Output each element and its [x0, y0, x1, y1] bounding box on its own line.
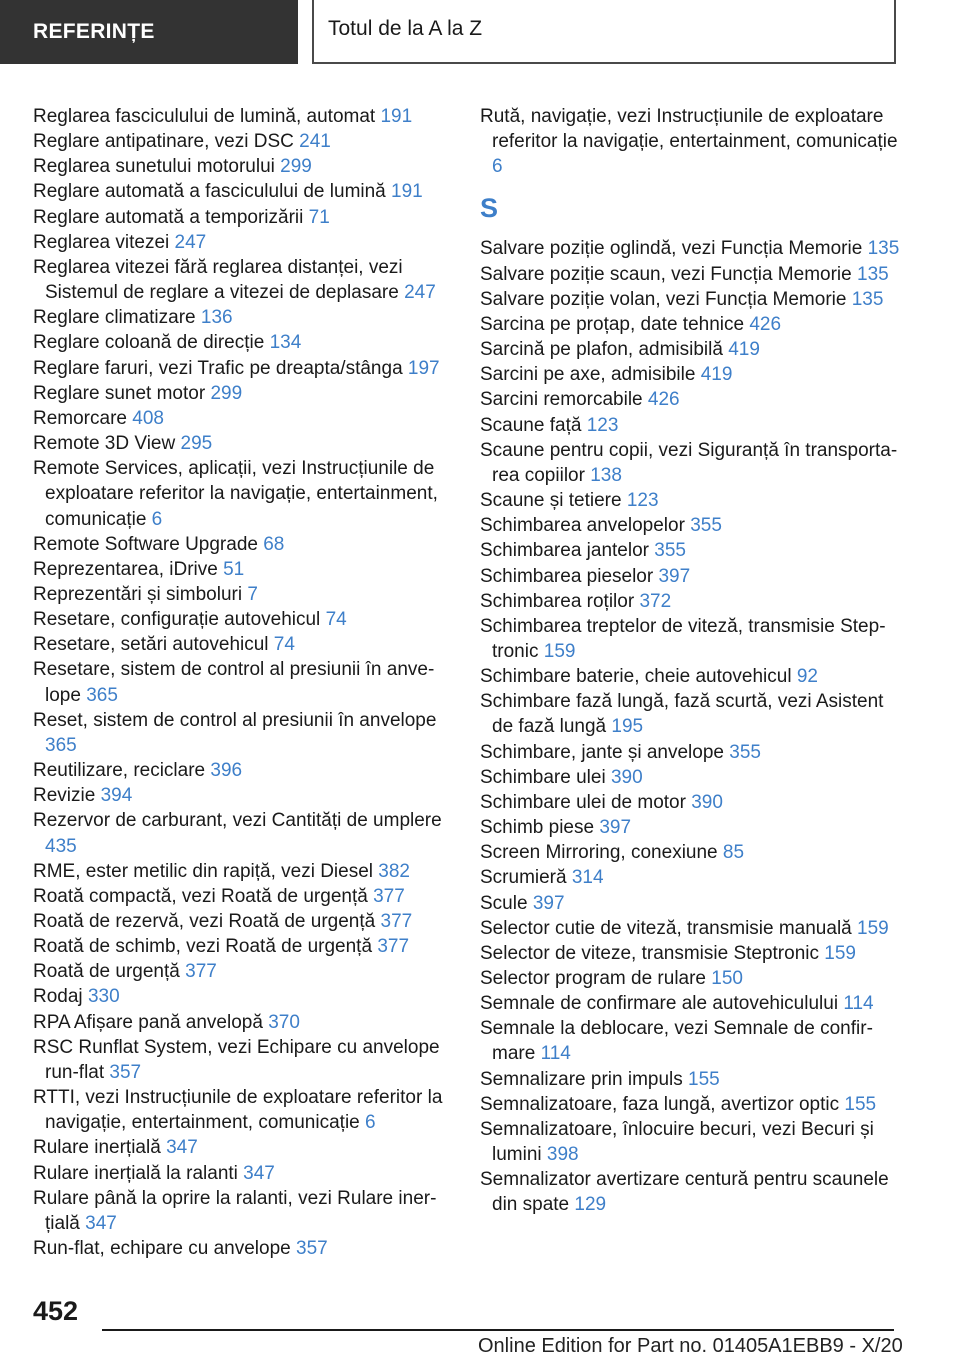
index-entry	[33, 708, 448, 758]
entry-text: Reglare automată a temporizării	[33, 206, 304, 228]
index-entry	[33, 255, 448, 305]
index-entry	[480, 689, 900, 739]
entry-text: Semnalizatoare, înlocuire becuri, vezi Becuri și lumini	[480, 1118, 874, 1166]
entry-text: Scaune și tetiere	[480, 490, 622, 512]
page-reference-link[interactable]: 299	[280, 156, 312, 178]
index-entry	[480, 236, 900, 261]
entry-text: Selector program de rulare	[480, 968, 706, 989]
index-entry	[480, 262, 900, 287]
page-reference-link[interactable]: 74	[273, 634, 295, 656]
index-entry	[480, 815, 900, 840]
index-entry	[33, 1035, 448, 1085]
entry-text: Revizie	[33, 785, 96, 807]
page-reference-link[interactable]: 347	[243, 1162, 275, 1184]
page-reference-link[interactable]: 150	[711, 968, 743, 989]
index-group-s	[480, 236, 900, 1217]
index-entry	[480, 287, 900, 312]
index-entry	[33, 179, 448, 204]
index-entry	[480, 740, 900, 765]
page-reference-link[interactable]: 247	[174, 231, 207, 253]
entry-text: Screen Mirroring, conexiune	[480, 842, 718, 864]
page-reference-link[interactable]: 426	[647, 389, 680, 411]
page-reference-link[interactable]: 114	[540, 1043, 571, 1065]
entry-text: RTTI, vezi Instrucțiunile de exploatare referitor la navigație, entertainment, comunicație	[33, 1087, 443, 1134]
index-entry	[33, 1010, 448, 1035]
chapter-title: Totul de la A la Z	[312, 0, 896, 64]
entry-text: Semnalizare prin impuls	[480, 1068, 683, 1090]
page-reference-link[interactable]: 357	[109, 1061, 142, 1083]
page-reference-link[interactable]: 390	[610, 766, 643, 788]
page-reference-link[interactable]: 355	[690, 515, 722, 537]
index-entry	[33, 607, 448, 632]
entry-text: Semnale de confirmare ale autovehiculului	[480, 993, 839, 1015]
page-reference-link[interactable]: 197	[407, 357, 440, 379]
index-entry	[33, 129, 448, 154]
entry-text: Sarcini pe axe, admisibile	[480, 364, 696, 386]
page-reference-link[interactable]: 408	[132, 407, 164, 429]
entry-text: Schimbare ulei de motor	[480, 791, 686, 813]
page-reference-link[interactable]: 155	[688, 1068, 720, 1090]
index-entry	[33, 381, 448, 406]
page-reference-link[interactable]: 377	[373, 885, 405, 907]
entry-text: Remote 3D View	[33, 433, 176, 455]
entry-text: Rodaj	[33, 986, 83, 1008]
entry-text: Remote Software Upgrade	[33, 533, 258, 555]
entry-text: Salvare poziție oglindă, vezi Funcția Memorie	[480, 238, 863, 260]
entry-text: Rulare inerțială la ralanti	[33, 1162, 238, 1184]
index-entry	[33, 406, 448, 431]
index-entry	[480, 840, 900, 865]
index-column-right	[480, 104, 900, 1218]
page-reference-link[interactable]: 397	[532, 892, 565, 914]
page-reference-link[interactable]: 382	[378, 860, 410, 882]
index-entry	[33, 934, 448, 959]
index-entry	[480, 438, 900, 488]
entry-text: Reglarea vitezei	[33, 231, 170, 253]
index-entry	[33, 808, 448, 858]
index-entry	[480, 790, 900, 815]
page-reference-link[interactable]: 241	[299, 131, 331, 153]
page-reference-link[interactable]: 159	[543, 640, 576, 662]
page-reference-link[interactable]: 134	[269, 332, 302, 354]
page-reference-link[interactable]: 74	[325, 609, 347, 631]
entry-text: Semnale la deblocare, vezi Semnale de confirmare	[480, 1018, 873, 1065]
page-reference-link[interactable]: 191	[380, 106, 413, 127]
index-entry	[33, 205, 448, 230]
index-entry	[480, 488, 900, 513]
page-reference-link[interactable]: 135	[867, 238, 900, 260]
page-reference-link[interactable]: 6	[492, 156, 503, 178]
page-reference-link[interactable]: 159	[824, 942, 856, 964]
index-entry	[480, 891, 900, 916]
entry-text: Roată de schimb, vezi Roată de urgență	[33, 936, 373, 958]
page-reference-link[interactable]: 347	[85, 1212, 117, 1234]
page-reference-link[interactable]: 377	[377, 936, 410, 958]
index-entry	[33, 758, 448, 783]
index-entry	[480, 413, 900, 438]
index-entry	[33, 909, 448, 934]
page-reference-link[interactable]: 365	[86, 684, 118, 706]
index-entry	[33, 859, 448, 884]
index-entry	[480, 312, 900, 337]
page-reference-link[interactable]: 92	[796, 666, 818, 688]
entry-text: Salvare poziție scaun, vezi Funcția Memorie	[480, 263, 852, 285]
index-entry	[33, 431, 448, 456]
entry-text: RPA Afișare pană anvelopă	[33, 1011, 263, 1033]
entry-text: Rulare inerțială	[33, 1137, 161, 1159]
entry-text: Reglare antipatinare, vezi DSC	[33, 131, 294, 153]
index-entry	[480, 513, 900, 538]
entry-text: Schimbare ulei	[480, 766, 606, 788]
index-entry	[33, 532, 448, 557]
page-reference-link[interactable]: 155	[844, 1093, 877, 1115]
page-reference-link[interactable]: 123	[626, 490, 659, 512]
index-entry	[33, 657, 448, 707]
page-reference-link[interactable]: 355	[654, 540, 686, 562]
letter-heading-s: S	[480, 193, 499, 224]
page-reference-link[interactable]: 390	[691, 791, 723, 813]
index-entry	[33, 1085, 448, 1135]
entry-text: Roată de urgență	[33, 961, 180, 983]
index-entry	[480, 916, 900, 941]
entry-text: Roată de rezervă, vezi Roată de urgență	[33, 911, 376, 932]
index-entry	[33, 154, 448, 179]
entry-text: Reglare sunet motor	[33, 382, 206, 404]
index-entry	[480, 1067, 900, 1092]
index-entry	[33, 1161, 448, 1186]
page-reference-link[interactable]: 123	[586, 414, 619, 436]
page-reference-link[interactable]: 347	[166, 1137, 198, 1159]
entry-text: Salvare poziție volan, vezi Funcția Memorie	[480, 288, 847, 310]
page-reference-link[interactable]: 426	[749, 313, 782, 335]
index-entry	[480, 1167, 900, 1217]
index-entry	[33, 356, 448, 381]
entry-text: Reglare faruri, vezi Trafic pe dreapta/stânga	[33, 357, 403, 379]
entry-text: Resetare, setări autovehicul	[33, 634, 269, 656]
index-entry	[33, 632, 448, 657]
page-reference-link[interactable]: 397	[658, 565, 691, 587]
entry-text: Roată compactă, vezi Roată de urgență	[33, 885, 368, 907]
index-entry	[480, 538, 900, 563]
entry-text: Scaune pentru copii, vezi Siguranță în transportarea copiilor	[480, 439, 898, 486]
index-entry	[33, 1236, 448, 1261]
page-reference-link[interactable]: 377	[380, 911, 413, 932]
page-reference-link[interactable]: 6	[365, 1112, 376, 1134]
entry-text: Reglare automată a fasciculului de lumină	[33, 181, 386, 203]
entry-text: Schimb piese	[480, 817, 595, 839]
page-reference-link[interactable]: 357	[296, 1238, 328, 1260]
index-entry	[33, 230, 448, 255]
entry-text: Schimbare baterie, cheie autovehicul	[480, 666, 792, 688]
entry-text: Schimbare fază lungă, fază scurtă, vezi Asistent de fază lungă	[480, 691, 884, 738]
page-reference-link[interactable]: 191	[391, 181, 423, 203]
section-tab: REFERINȚE	[0, 0, 298, 64]
index-entry	[33, 330, 448, 355]
index-entry	[480, 564, 900, 589]
entry-text: Schimbarea treptelor de viteză, transmisie Steptronic	[480, 615, 886, 662]
edition-footer: Online Edition for Part no. 01405A1EBB9 - X/20	[478, 1335, 903, 1357]
entry-text: Run-flat, echipare cu anvelope	[33, 1238, 291, 1260]
index-entry	[33, 557, 448, 582]
page-reference-link[interactable]: 135	[857, 263, 889, 285]
index-entry	[33, 984, 448, 1009]
index-column-left	[33, 104, 448, 1261]
entry-text: Reset, sistem de control al presiunii în anvelope	[33, 709, 437, 731]
entry-text: Schimbarea anvelopelor	[480, 515, 685, 537]
index-entry	[33, 1186, 448, 1236]
index-entry	[480, 337, 900, 362]
index-entry	[480, 991, 900, 1016]
page-reference-link[interactable]: 314	[571, 867, 604, 889]
entry-text: Semnalizator avertizare centură pentru scaunele din spate	[480, 1169, 889, 1216]
page-reference-link[interactable]: 159	[857, 917, 889, 939]
page-reference-link[interactable]: 51	[223, 558, 245, 580]
entry-text: Scrumieră	[480, 867, 567, 889]
page-reference-link[interactable]: 419	[728, 339, 760, 361]
index-entry	[33, 783, 448, 808]
entry-text: Reglarea vitezei fără reglarea distanței, vezi Sistemul de reglare a vitezei de deplasare	[33, 256, 403, 304]
entry-text: Reglarea sunetului motorului	[33, 156, 275, 178]
page-reference-link[interactable]: 396	[210, 760, 243, 782]
index-entry	[480, 966, 900, 991]
index-entry	[33, 959, 448, 984]
entry-text: Remorcare	[33, 407, 127, 429]
entry-text: Rută, navigație, vezi Instrucțiunile de exploatare referitor la navigație, entertainment, comunicație	[480, 106, 898, 153]
entry-text: Rulare până la oprire la ralanti, vezi Rulare inerțială	[33, 1187, 437, 1234]
entry-text: Resetare, sistem de control al presiunii în anvelope	[33, 659, 435, 706]
entry-text: Sarcină pe plafon, admisibilă	[480, 339, 723, 361]
index-entry	[480, 387, 900, 412]
page-reference-link[interactable]: 114	[843, 993, 874, 1015]
page-reference-link[interactable]: 419	[700, 364, 733, 386]
page-reference-link[interactable]: 397	[599, 817, 632, 839]
index-entry	[33, 305, 448, 330]
index-entry	[33, 1135, 448, 1160]
entry-text: Reglare climatizare	[33, 307, 196, 329]
entry-text: Rezervor de carburant, vezi Cantități de umplere	[33, 810, 442, 832]
entry-text: Selector de viteze, transmisie Steptronic	[480, 942, 819, 964]
entry-text: Reprezentări și simboluri	[33, 583, 243, 605]
page-reference-link[interactable]: 85	[722, 842, 745, 864]
entry-text: Reprezentarea, iDrive	[33, 558, 218, 580]
index-entry	[480, 614, 900, 664]
footer-divider	[102, 1329, 894, 1331]
page-reference-link[interactable]: 138	[590, 464, 622, 486]
page-reference-link[interactable]: 247	[404, 282, 436, 304]
entry-text: Selector cutie de viteză, transmisie manuală	[480, 917, 852, 939]
entry-text: Sarcini remorcabile	[480, 389, 643, 411]
entry-text: Semnalizatoare, faza lungă, avertizor optic	[480, 1093, 840, 1115]
entry-text: Scaune față	[480, 414, 582, 436]
index-entry	[33, 104, 448, 129]
index-entry	[480, 664, 900, 689]
index-entry	[480, 1016, 900, 1066]
entry-text: Resetare, configurație autovehicul	[33, 609, 321, 631]
index-entry	[33, 582, 448, 607]
index-entry	[480, 941, 900, 966]
index-entry	[480, 865, 900, 890]
entry-text: Scule	[480, 892, 528, 914]
page-reference-link[interactable]: 372	[639, 590, 672, 612]
entry-text: Schimbarea jantelor	[480, 540, 649, 562]
page-reference-link[interactable]: 7	[247, 583, 258, 605]
index-entry	[480, 765, 900, 790]
index-entry	[480, 362, 900, 387]
entry-text: Reglare coloană de direcție	[33, 332, 265, 354]
page-reference-link[interactable]: 355	[729, 741, 761, 763]
entry-text: Schimbare, jante și anvelope	[480, 741, 724, 763]
page-header	[0, 0, 960, 66]
page-reference-link[interactable]: 370	[268, 1011, 300, 1033]
index-entry	[480, 104, 900, 179]
page-reference-link[interactable]: 71	[308, 206, 330, 228]
page-reference-link[interactable]: 394	[100, 785, 133, 807]
index-entry	[480, 1092, 900, 1117]
entry-text: Reglarea fasciculului de lumină, automat	[33, 106, 376, 127]
page-reference-link[interactable]: 365	[45, 734, 77, 756]
page-reference-link[interactable]: 330	[87, 986, 120, 1008]
page-reference-link[interactable]: 295	[180, 433, 213, 455]
entry-text: Schimbarea pieselor	[480, 565, 654, 587]
index-entry	[33, 884, 448, 909]
index-entry	[480, 1117, 900, 1167]
page-reference-link[interactable]: 6	[151, 508, 163, 530]
entry-text: RME, ester metilic din rapiță, vezi Diesel	[33, 860, 373, 882]
page-reference-link[interactable]: 68	[263, 533, 285, 555]
page-reference-link[interactable]: 136	[200, 307, 233, 329]
entry-text: Schimbarea roților	[480, 590, 635, 612]
page-reference-link[interactable]: 398	[546, 1144, 579, 1166]
entry-text: Remote Services, aplicații, vezi Instrucțiunile de exploatare referitor la navigație, entertainment, comunicație	[33, 458, 438, 530]
page-reference-link[interactable]: 129	[574, 1194, 607, 1216]
index-entry	[33, 456, 448, 531]
entry-text: Reutilizare, reciclare	[33, 760, 206, 782]
index-group-r-continued	[480, 104, 900, 179]
entry-text: Sarcina pe proțap, date tehnice	[480, 313, 745, 335]
page-reference-link[interactable]: 377	[185, 961, 217, 983]
page-number: 452	[33, 1296, 79, 1326]
index-entry	[480, 589, 900, 614]
page-reference-link[interactable]: 435	[45, 835, 77, 857]
page-reference-link[interactable]: 195	[611, 716, 644, 738]
page-reference-link[interactable]: 299	[210, 382, 243, 404]
entry-text: RSC Runflat System, vezi Echipare cu anvelope run-flat	[33, 1036, 440, 1083]
page-reference-link[interactable]: 135	[851, 288, 884, 310]
